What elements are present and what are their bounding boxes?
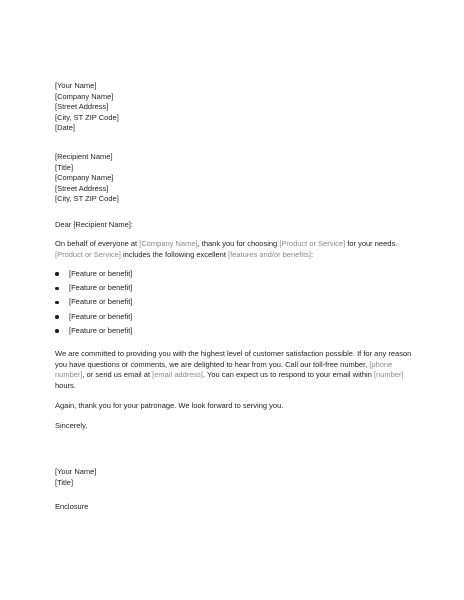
feature-text: [Feature or benefit] <box>69 297 133 307</box>
recipient-street: [Street Address] <box>55 183 109 193</box>
bullet-icon <box>55 287 59 291</box>
features-placeholder: [features and/or benefits] <box>228 249 311 259</box>
sender-street: [Street Address] <box>55 102 109 112</box>
enclosure <box>55 502 410 513</box>
list-item <box>55 295 132 309</box>
bullet-icon <box>55 301 59 305</box>
intro-text: : <box>310 249 314 259</box>
list-item <box>55 310 132 324</box>
product-placeholder: [Product or Service] <box>55 249 121 259</box>
recipient-title: [Title] <box>55 162 74 172</box>
list-item <box>55 281 132 295</box>
feature-text: [Feature or benefit] <box>69 311 133 321</box>
intro-paragraph <box>55 239 407 260</box>
intro-line-2 <box>55 250 407 261</box>
feature-list <box>55 267 132 338</box>
feature-text: [Feature or benefit] <box>69 269 133 278</box>
salutation-text: Dear [Recipient Name]: <box>55 220 133 229</box>
intro-text: includes the following excellent <box>120 249 229 259</box>
commitment-text: . You can expect us to respond to your email within <box>203 370 374 380</box>
bullet-icon <box>55 315 59 319</box>
signature-title: [Title] <box>55 477 74 487</box>
closing-text: Sincerely, <box>55 421 88 430</box>
feature-text: [Feature or benefit] <box>69 325 133 335</box>
intro-text: , thank you for choosing <box>197 239 280 248</box>
intro-text: for your needs. <box>345 239 398 248</box>
phone-placeholder: number] <box>55 370 83 380</box>
feature-text: [Feature or benefit] <box>69 283 133 293</box>
email-placeholder: [email address] <box>152 370 203 380</box>
enclosure-text: Enclosure <box>55 502 89 511</box>
commitment-line-1: We are committed to providing you with the highest level of customer satisfaction possible. If for any reason <box>55 349 412 358</box>
commitment-line-3 <box>55 370 407 381</box>
commitment-line-4: hours. <box>55 380 76 390</box>
product-placeholder: [Product or Service] <box>279 239 346 248</box>
thanks-paragraph <box>55 401 410 412</box>
recipient-company: [Company Name] <box>55 173 114 183</box>
signature-name: [Your Name] <box>55 467 97 476</box>
sender-address <box>55 81 410 134</box>
intro-line-1 <box>55 239 407 250</box>
commitment-line-2 <box>55 360 407 371</box>
salutation <box>55 220 410 231</box>
phone-placeholder: [phone <box>369 359 393 369</box>
intro-text: On behalf of everyone at <box>55 239 140 248</box>
bullet-icon <box>55 329 59 333</box>
sender-company: [Company Name] <box>55 91 114 101</box>
thanks-text: Again, thank you for your patronage. We look forward to serving you. <box>55 401 284 410</box>
bullet-icon <box>55 272 59 276</box>
sender-city: [City, ST ZIP Code] <box>55 112 119 122</box>
recipient-name: [Recipient Name] <box>55 152 113 161</box>
recipient-address <box>55 152 410 205</box>
signature-block <box>55 467 410 488</box>
recipient-city: [City, ST ZIP Code] <box>55 194 119 204</box>
commitment-paragraph <box>55 349 412 391</box>
commitment-text: you have questions or comments, we are delighted to hear from you. Call our toll-free number, <box>55 359 370 369</box>
company-placeholder: [Company Name] <box>139 239 198 248</box>
list-item <box>55 267 132 281</box>
closing <box>55 421 410 432</box>
number-placeholder: [number] <box>373 370 404 380</box>
list-item <box>55 324 132 338</box>
commitment-text: , or send us email at <box>82 370 153 380</box>
letter-date: [Date] <box>55 123 76 133</box>
sender-name: [Your Name] <box>55 81 97 90</box>
